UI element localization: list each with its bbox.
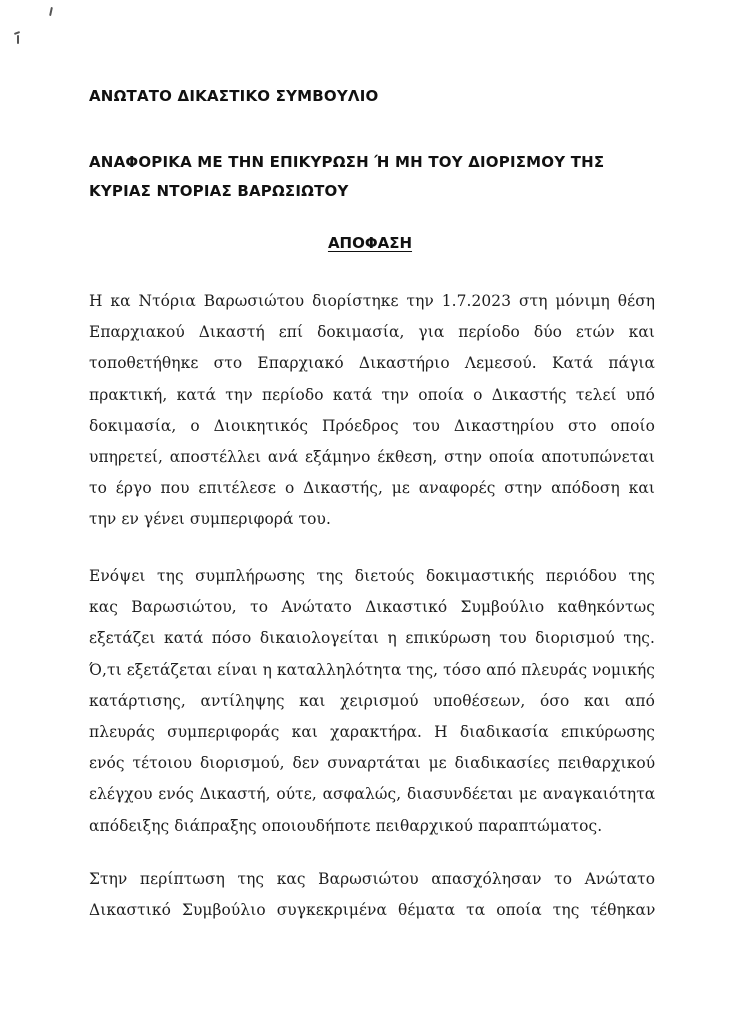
paragraph-line: Η κα Ντόρια Βαρωσιώτου διορίστηκε την 1.7.2023 στη μόνιμη θέση <box>89 292 655 310</box>
paragraph-line: πλευράς συμπεριφοράς και χαρακτήρα. Η διαδικασία επικύρωσης <box>89 723 655 742</box>
paragraph-2 <box>89 561 655 842</box>
paragraph-line: απόδειξης διάπραξης οποιουδήποτε πειθαρχικού παραπτώματος. <box>89 816 603 835</box>
subject-line-1: ΑΝΑΦΟΡΙΚΑ ΜΕ ΤΗΝ ΕΠΙΚΥΡΩΣΗ Ή ΜΗ ΤΟΥ ΔΙΟΡΙΣΜΟΥ ΤΗΣ <box>89 153 605 171</box>
paragraph-line: τοποθετήθηκε στο Επαρχιακό Δικαστήριο Λεμεσού. Κατά πάγια <box>89 354 655 373</box>
paragraph-1 <box>89 286 655 536</box>
subject-line-2: ΚΥΡΙΑΣ ΝΤΟΡΙΑΣ ΒΑΡΩΣΙΩΤΟΥ <box>89 182 349 200</box>
paragraph-line: υπηρετεί, αποστέλλει ανά εξάμηνο έκθεση, στην οποία αποτυπώνεται <box>89 448 655 467</box>
paragraph-line: Στην περίπτωση της κας Βαρωσιώτου απασχόλησαν το Ανώτατο <box>89 870 655 888</box>
paragraph-line: Ό,τι εξετάζεται είναι η καταλληλότητα της, τόσο από πλευράς νομικής <box>89 660 655 679</box>
paragraph-line: εξετάζει κατά πόσο δικαιολογείται η επικύρωση του διορισμού της. <box>89 629 655 648</box>
paragraph-line: ελέγχου ενός Δικαστή, ούτε, ασφαλώς, διασυνδέεται με αναγκαιότητα <box>89 785 655 804</box>
paragraph-line: την εν γένει συμπεριφορά του. <box>89 510 331 529</box>
paragraph-line: ενός τέτοιου διορισμού, δεν συναρτάται με διαδικασίες πειθαρχικού <box>89 754 655 773</box>
court-name: ΑΝΩΤΑΤΟ ΔΙΚΑΣΤΙΚΟ ΣΥΜΒΟΥΛΙΟ <box>89 87 379 105</box>
paragraph-line: κατάρτισης, αντίληψης και χειρισμού υποθέσεων, όσο και από <box>89 691 655 710</box>
paragraph-line: Επαρχιακού Δικαστή επί δοκιμασία, για περίοδο δύο ετών και <box>89 323 655 342</box>
paragraph-line: Δικαστικό Συμβούλιο συγκεκριμένα θέματα τα οποία της τέθηκαν <box>89 901 655 920</box>
paragraph-3 <box>89 864 655 926</box>
paragraph-line: δοκιμασία, ο Διοικητικός Πρόεδρος του Δικαστηρίου στο οποίο <box>89 416 655 435</box>
paragraph-line: Ενόψει της συμπλήρωσης της διετούς δοκιμαστικής περιόδου της <box>89 567 655 585</box>
scan-speck <box>49 7 53 16</box>
paragraph-line: το έργο που επιτέλεσε ο Δικαστής, με αναφορές στην απόδοση και <box>89 479 655 498</box>
paragraph-line: κας Βαρωσιώτου, το Ανώτατο Δικαστικό Συμβούλιο καθηκόντως <box>89 598 655 617</box>
document-title: ΑΠΟΦΑΣΗ <box>327 234 413 252</box>
scan-speck <box>17 35 19 44</box>
paragraph-line: πρακτική, κατά την περίοδο κατά την οποία ο Δικαστής τελεί υπό <box>89 385 655 404</box>
